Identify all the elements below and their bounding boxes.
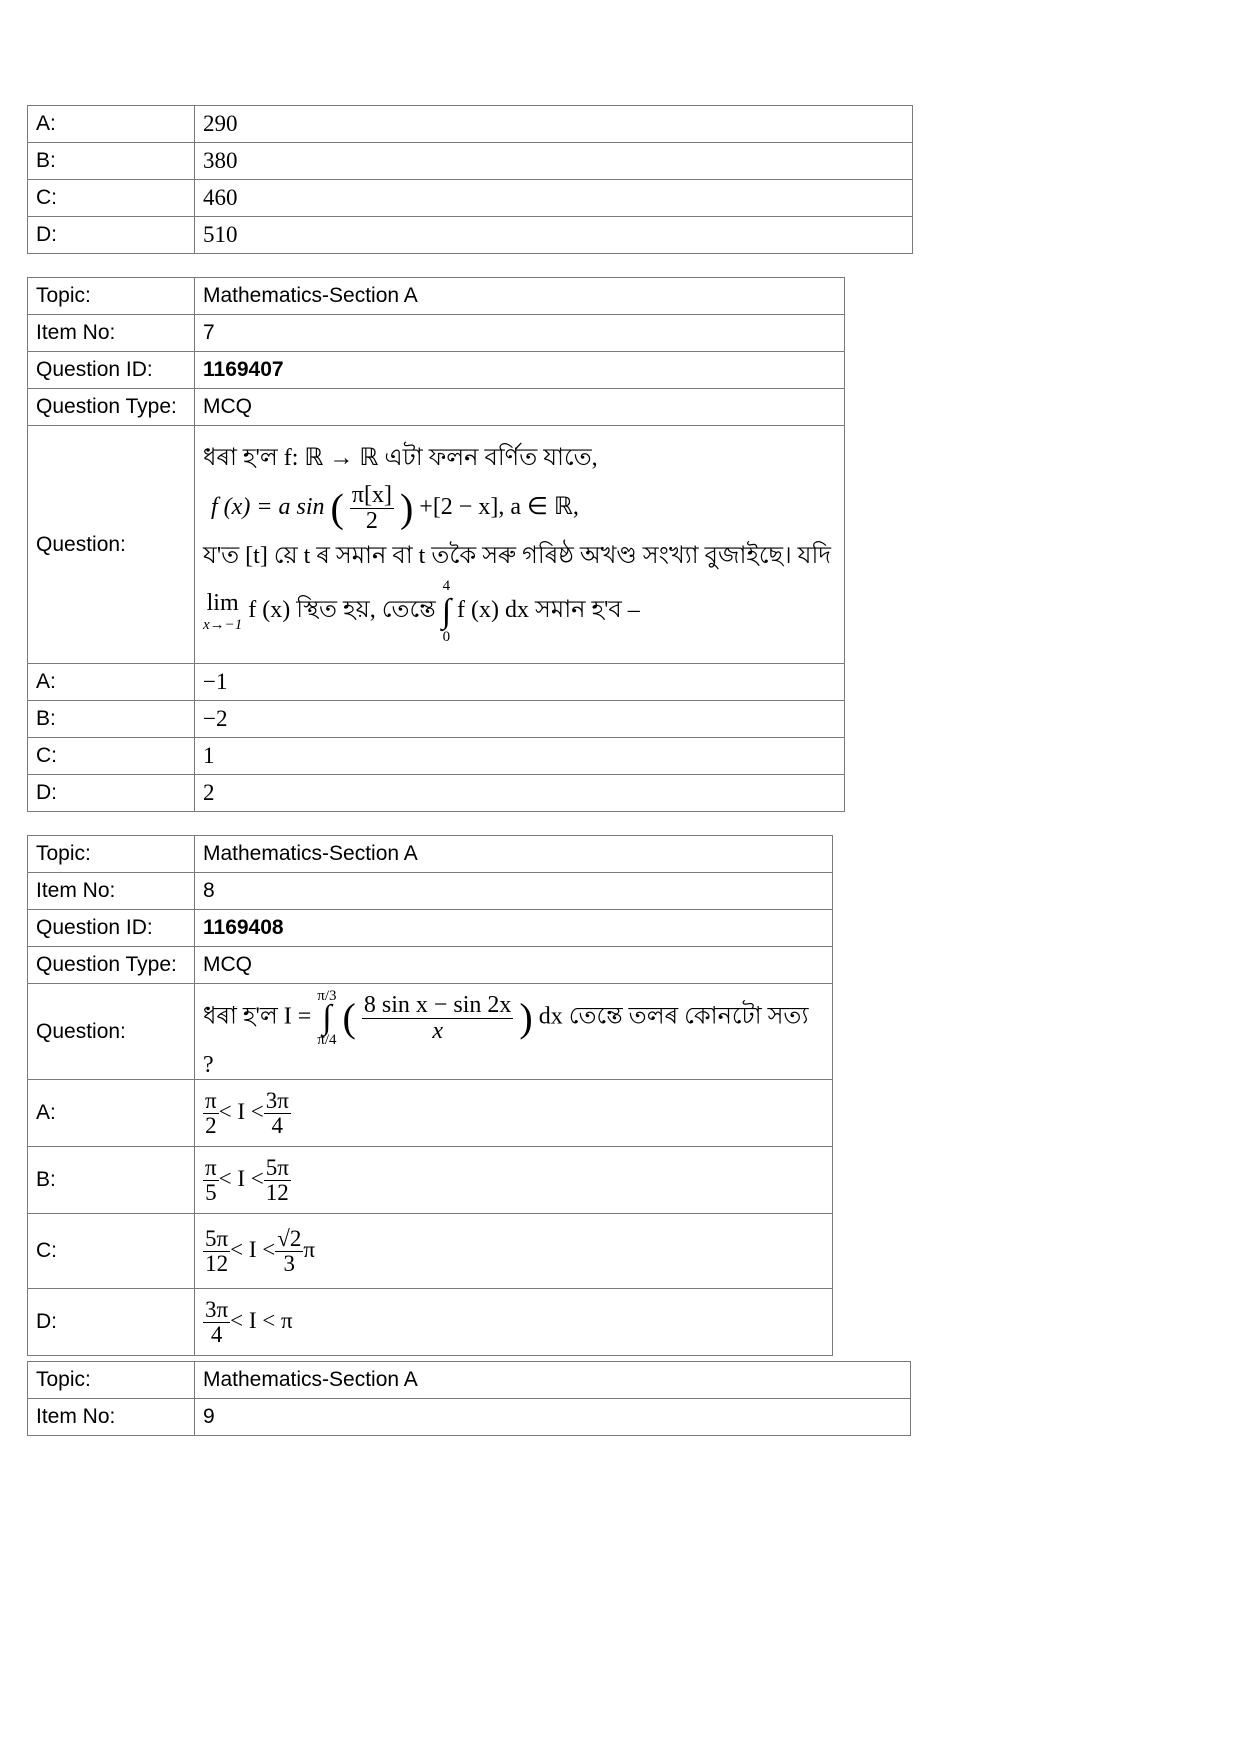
fraction-denominator: 2 <box>365 507 378 534</box>
formula-fraction <box>350 483 394 534</box>
topic-value: Mathematics-Section A <box>195 278 845 315</box>
question-type-label: Question Type: <box>28 389 195 426</box>
question-8-table <box>27 835 833 1356</box>
left-denominator: 4 <box>210 1321 223 1347</box>
inequality: < I < π <box>230 1307 293 1333</box>
item-no-value: 8 <box>195 873 833 910</box>
integral-upper: π/3 <box>317 988 337 1004</box>
right-denominator: 3 <box>283 1250 296 1276</box>
left-denominator: 12 <box>205 1250 229 1276</box>
inequality: < I < <box>230 1236 276 1262</box>
right-numerator: 5π <box>265 1154 289 1180</box>
option-label: A: <box>28 664 195 701</box>
inequality: < I < <box>218 1165 264 1191</box>
formula-lhs: f (x) = a sin <box>211 493 325 520</box>
right-paren: ) <box>519 995 533 1041</box>
left-denominator: 2 <box>205 1112 217 1138</box>
right-numerator: √2 <box>277 1225 302 1251</box>
question-id-label: Question ID: <box>28 352 195 389</box>
question-formula <box>203 476 836 538</box>
formula-rhs: +[2 − x], a ∈ ℝ, <box>419 493 579 520</box>
option-label: B: <box>28 701 195 738</box>
left-numerator: π <box>205 1154 217 1180</box>
left-fraction <box>203 1156 219 1205</box>
question-line-4 <box>203 574 836 649</box>
option-value: 1 <box>195 738 845 775</box>
option-value: 380 <box>195 143 913 180</box>
line-4-end: f (x) dx সমান হ'ব – <box>457 597 640 624</box>
option-value <box>195 1214 833 1289</box>
option-value: −1 <box>195 664 845 701</box>
option-label: D: <box>28 1289 195 1356</box>
option-value: −2 <box>195 701 845 738</box>
question-body <box>195 426 845 664</box>
item-no-label: Item No: <box>28 1399 195 1436</box>
question-id-value: 1169407 <box>195 352 845 389</box>
option-value <box>195 1289 833 1356</box>
option-value <box>195 1080 833 1147</box>
integral-lower: π/4 <box>317 1032 337 1049</box>
left-numerator: 5π <box>205 1225 229 1251</box>
integral-sign: ∫ <box>322 999 332 1036</box>
integral-limits <box>317 984 336 1052</box>
limit-expression <box>203 590 242 633</box>
inequality: < I < <box>218 1098 264 1124</box>
option-label: C: <box>28 180 195 217</box>
left-paren: ( <box>342 995 356 1041</box>
left-numerator: 3π <box>205 1296 229 1322</box>
right-numerator: 3π <box>265 1087 289 1113</box>
question-9-table <box>27 1361 911 1436</box>
question-line-3: য'ত [t] য়ে t ৰ সমান বা t তকৈ সৰু গৰিষ্ঠ অখণ্ড সংখ্যা বুজাইছে। যদি <box>203 543 831 570</box>
topic-label: Topic: <box>28 278 195 315</box>
option-value <box>195 1147 833 1214</box>
topic-value: Mathematics-Section A <box>195 836 833 873</box>
option-value: 290 <box>195 106 913 143</box>
left-fraction <box>203 1227 230 1276</box>
question-end: dx তেন্তে তলৰ কোনটো সত্য ? <box>203 1003 809 1079</box>
integral-lower: 0 <box>442 629 451 646</box>
right-denominator: 12 <box>265 1179 289 1205</box>
integral-limits <box>442 574 451 649</box>
item-no-label: Item No: <box>28 315 195 352</box>
integrand-fraction <box>362 993 514 1044</box>
option-label: D: <box>28 217 195 254</box>
right-paren: ) <box>399 485 414 531</box>
question-line-1: ধৰা হ'ল f: ℝ → ℝ এটা ফলন বৰ্ণিত যাতে, <box>203 444 598 471</box>
question-type-value: MCQ <box>195 947 833 984</box>
option-label: B: <box>28 143 195 180</box>
option-label: A: <box>28 106 195 143</box>
option-label: B: <box>28 1147 195 1214</box>
question-7-table <box>27 277 845 812</box>
line-4-middle: f (x) স্থিত হয়, তেন্তে <box>248 597 436 624</box>
fraction-denominator: x <box>432 1017 443 1044</box>
left-paren: ( <box>330 485 344 531</box>
fraction-numerator: 8 sin x − sin 2x <box>363 991 512 1018</box>
prev-options-table <box>27 105 913 254</box>
integral-upper: 4 <box>442 578 451 595</box>
limit-subscript: x→−1 <box>203 616 243 633</box>
option-label: C: <box>28 1214 195 1289</box>
question-label: Question: <box>28 984 195 1080</box>
option-value: 2 <box>195 775 845 812</box>
right-denominator: 4 <box>271 1112 284 1138</box>
right-fraction <box>275 1227 303 1276</box>
question-label: Question: <box>28 426 195 664</box>
item-no-value: 7 <box>195 315 845 352</box>
item-no-value: 9 <box>195 1399 911 1436</box>
right-fraction <box>264 1089 291 1138</box>
topic-value: Mathematics-Section A <box>195 1362 911 1399</box>
fraction-numerator: π[x] <box>351 481 392 508</box>
item-no-label: Item No: <box>28 873 195 910</box>
left-numerator: π <box>205 1087 217 1113</box>
left-fraction <box>203 1298 230 1347</box>
left-fraction <box>203 1089 219 1138</box>
question-id-label: Question ID: <box>28 910 195 947</box>
option-label: A: <box>28 1080 195 1147</box>
option-label: C: <box>28 738 195 775</box>
left-denominator: 5 <box>205 1179 217 1205</box>
topic-label: Topic: <box>28 1362 195 1399</box>
question-body <box>195 984 833 1080</box>
question-type-label: Question Type: <box>28 947 195 984</box>
option-value: 510 <box>195 217 913 254</box>
option-label: D: <box>28 775 195 812</box>
question-start: ধৰা হ'ল I = <box>203 1003 312 1030</box>
question-type-value: MCQ <box>195 389 845 426</box>
right-fraction <box>264 1156 291 1205</box>
limit-label: lim <box>206 590 239 617</box>
question-id-value: 1169408 <box>195 910 833 947</box>
option-tail: π <box>303 1236 315 1262</box>
integral-sign: ∫ <box>441 593 452 631</box>
topic-label: Topic: <box>28 836 195 873</box>
option-value: 460 <box>195 180 913 217</box>
